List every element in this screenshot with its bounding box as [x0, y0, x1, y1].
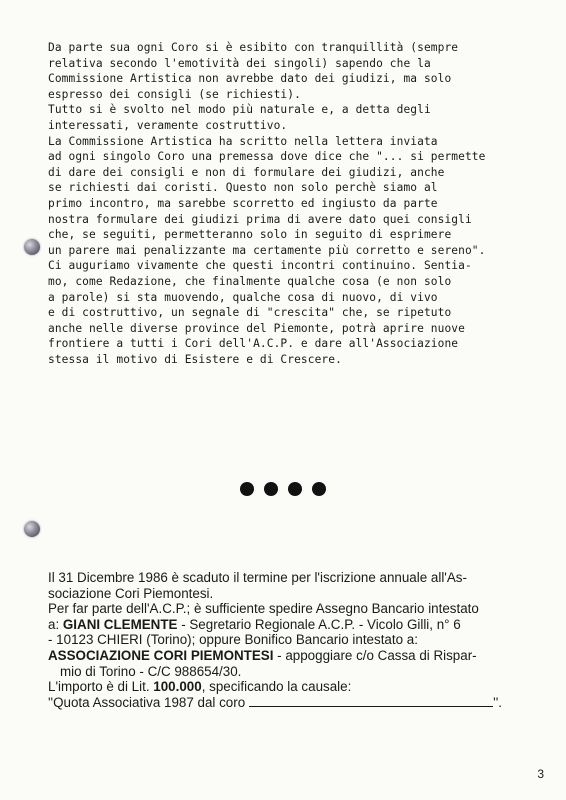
text-line: ad ogni singolo Coro una premessa dove dice che "... si permette: [48, 150, 486, 164]
binder-hole-top: [24, 239, 40, 255]
fill-in-blank-line: [249, 696, 493, 707]
text-line: che, se seguiti, permetteranno solo in seguito di esprimere: [48, 228, 452, 242]
fee-amount: 100.000: [153, 679, 202, 695]
text-line: nostra formulare dei giudizi prima di avere dato quei consigli: [48, 212, 472, 226]
text-line: Ci auguriamo vivamente che questi incontri continuino. Sentia-: [48, 259, 472, 273]
notice-text: ''.: [493, 694, 503, 710]
section-separator: [0, 482, 566, 496]
text-line: a parole) si sta muovendo, qualche cosa di nuovo, di vivo: [48, 290, 438, 304]
notice-line: [48, 679, 534, 695]
bullet-dot: [240, 482, 254, 496]
bullet-dot: [288, 482, 302, 496]
binder-hole-bottom: [24, 521, 40, 537]
notice-text: , specificando la causale:: [201, 679, 352, 695]
text-line: relativa secondo l'emotività dei singoli) sapendo che la: [48, 56, 431, 70]
notice-line: sociazione Cori Piemontesi.: [48, 585, 214, 601]
text-line: frontiere a tutti i Cori dell'A.C.P. e dare all'Associazione: [48, 337, 459, 351]
notice-line: [48, 648, 534, 664]
text-line: Tutto si è svolto nel modo più naturale e, a detta degli: [48, 103, 431, 117]
notice-text: a:: [48, 616, 63, 632]
notice-line: [48, 695, 534, 711]
association-name: ASSOCIAZIONE CORI PIEMONTESI: [48, 647, 274, 663]
text-line: stessa il motivo di Esistere e di Crescere.: [48, 352, 342, 366]
notice-line: - 10123 CHIERI (Torino); oppure Bonifico Bancario intestato a:: [48, 632, 418, 648]
text-line: primo incontro, ma sarebbe scorretto ed ingiusto da parte: [48, 196, 438, 210]
text-line: La Commissione Artistica ha scritto nella lettera inviata: [48, 134, 438, 148]
recipient-name: GIANI CLEMENTE: [62, 616, 178, 632]
text-line: Commissione Artistica non avrebbe dato dei giudizi, ma solo: [48, 72, 452, 86]
notice-line: Il 31 Dicembre 1986 è scaduto il termine per l'iscrizione annuale all'As-: [48, 570, 467, 585]
notice-text: ''Quota Associativa 1987 dal coro: [48, 694, 246, 710]
text-line: mo, come Redazione, che finalmente qualche cosa (e non solo: [48, 274, 452, 288]
text-line: e di costruttivo, un segnale di "crescita" che, se ripetuto: [48, 306, 452, 320]
page-number: 3: [537, 767, 544, 781]
notice-line: [48, 617, 534, 633]
text-line: espresso dei consigli (se richiesti).: [48, 87, 301, 101]
text-line: Da parte sua ogni Coro si è esibito con tranquillità (sempre: [48, 41, 459, 54]
bullet-dot: [312, 482, 326, 496]
text-line: un parere mai penalizzante ma certamente più corretto e sereno".: [48, 243, 486, 257]
membership-notice: [48, 570, 534, 710]
notice-text: - appoggiare c/o Cassa di Rispar-: [273, 647, 477, 663]
notice-line: Per far parte dell'A.C.P.; è sufficiente spedire Assegno Bancario intestato: [48, 601, 479, 617]
text-line: di dare dei consigli e non di formulare dei giudizi, anche: [48, 165, 445, 179]
notice-text: - Segretario Regionale A.C.P. - Vicolo Gilli, n° 6: [177, 616, 461, 632]
text-line: anche nelle diverse province del Piemonte, potrà aprire nuove: [48, 321, 465, 335]
notice-line: mio di Torino - C/C 988654/30.: [60, 663, 242, 679]
notice-text: L'importo è di Lit.: [48, 679, 154, 695]
text-line: se richiesti dai coristi. Questo non solo perchè siamo al: [48, 181, 438, 195]
typewritten-article: [48, 40, 530, 367]
text-line: interessati, veramente costruttivo.: [48, 118, 288, 132]
bullet-dot: [264, 482, 278, 496]
